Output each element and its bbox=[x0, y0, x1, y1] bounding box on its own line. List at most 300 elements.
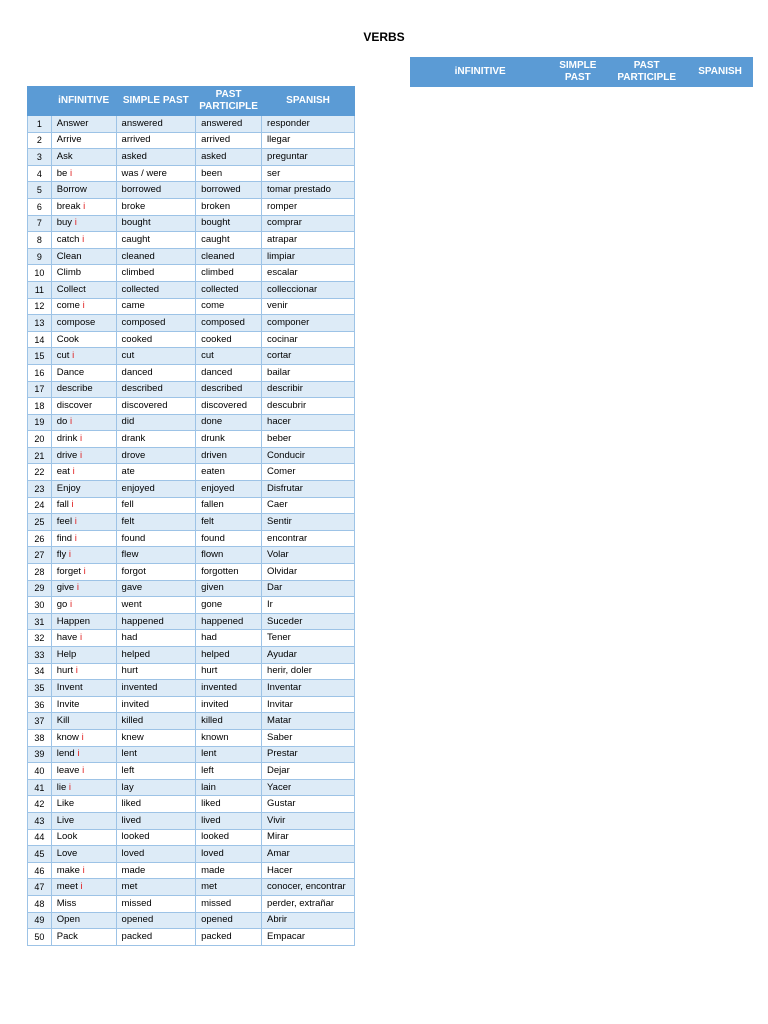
infinitive-cell bbox=[51, 132, 116, 149]
infinitive-cell bbox=[51, 149, 116, 166]
spanish-cell: Empacar bbox=[262, 929, 355, 946]
table-row bbox=[28, 149, 355, 166]
past-participle-cell: described bbox=[196, 381, 262, 398]
infinitive-text: Arrive bbox=[56, 134, 82, 146]
spanish-cell: Caer bbox=[262, 497, 355, 514]
infinitive-text: Pack bbox=[56, 930, 78, 942]
infinitive-text: Invent bbox=[56, 681, 83, 693]
spanish-cell: bailar bbox=[262, 364, 355, 381]
spanish-cell: Olvidar bbox=[262, 564, 355, 581]
infinitive-cell bbox=[51, 165, 116, 182]
row-number: 42 bbox=[28, 796, 52, 813]
infinitive-cell bbox=[51, 398, 116, 415]
infinitive-text: Dance bbox=[56, 366, 85, 378]
spanish-cell: atrapar bbox=[262, 232, 355, 249]
infinitive-text: lend bbox=[56, 748, 75, 760]
side-header-infinitive: iNFINITIVE bbox=[411, 58, 550, 87]
table-row bbox=[28, 580, 355, 597]
spanish-cell: herir, doler bbox=[262, 663, 355, 680]
irregular-marker: i bbox=[68, 781, 72, 793]
table-row bbox=[28, 431, 355, 448]
simple-past-cell: ate bbox=[116, 464, 196, 481]
infinitive-text: compose bbox=[56, 316, 96, 328]
past-participle-cell: composed bbox=[196, 315, 262, 332]
infinitive-text: give bbox=[56, 582, 75, 594]
simple-past-cell: missed bbox=[116, 895, 196, 912]
spanish-cell: Suceder bbox=[262, 613, 355, 630]
infinitive-text: hurt bbox=[56, 665, 74, 677]
spanish-cell: Matar bbox=[262, 713, 355, 730]
past-participle-cell: happened bbox=[196, 613, 262, 630]
infinitive-cell bbox=[51, 729, 116, 746]
spanish-cell: preguntar bbox=[262, 149, 355, 166]
irregular-marker: i bbox=[75, 665, 78, 677]
past-participle-cell: drunk bbox=[196, 431, 262, 448]
infinitive-cell bbox=[51, 862, 116, 879]
simple-past-cell: hurt bbox=[116, 663, 196, 680]
spanish-cell: Dar bbox=[262, 580, 355, 597]
simple-past-cell: lay bbox=[116, 779, 196, 796]
infinitive-cell bbox=[51, 381, 116, 398]
row-number: 24 bbox=[28, 497, 52, 514]
past-participle-cell: invited bbox=[196, 696, 262, 713]
infinitive-cell bbox=[51, 298, 116, 315]
row-number: 27 bbox=[28, 547, 52, 564]
infinitive-text: Climb bbox=[56, 267, 82, 279]
irregular-marker: i bbox=[69, 167, 73, 179]
infinitive-text: break bbox=[56, 200, 81, 212]
past-participle-cell: collected bbox=[196, 281, 262, 298]
infinitive-text: catch bbox=[56, 233, 80, 245]
infinitive-text: Open bbox=[56, 914, 80, 926]
infinitive-text: fly bbox=[56, 549, 67, 561]
header-infinitive: iNFINITIVE bbox=[51, 87, 116, 116]
spanish-cell: responder bbox=[262, 116, 355, 133]
infinitive-text: Love bbox=[56, 847, 78, 859]
row-number: 7 bbox=[28, 215, 52, 232]
simple-past-cell: cleaned bbox=[116, 248, 196, 265]
past-participle-cell: asked bbox=[196, 149, 262, 166]
spanish-cell: Saber bbox=[262, 729, 355, 746]
infinitive-text: Collect bbox=[56, 283, 86, 295]
spanish-cell: Conducir bbox=[262, 447, 355, 464]
simple-past-cell: danced bbox=[116, 364, 196, 381]
past-participle-cell: had bbox=[196, 630, 262, 647]
irregular-marker: i bbox=[72, 350, 75, 362]
row-number: 43 bbox=[28, 812, 52, 829]
infinitive-text: cut bbox=[56, 350, 70, 362]
row-number: 47 bbox=[28, 879, 52, 896]
simple-past-cell: collected bbox=[116, 281, 196, 298]
infinitive-cell bbox=[51, 331, 116, 348]
side-header-row bbox=[411, 58, 753, 87]
infinitive-cell bbox=[51, 514, 116, 531]
header-spanish: SPANISH bbox=[262, 87, 355, 116]
simple-past-cell: answered bbox=[116, 116, 196, 133]
infinitive-text: Live bbox=[56, 814, 75, 826]
infinitive-cell bbox=[51, 215, 116, 232]
infinitive-text: describe bbox=[56, 383, 93, 395]
infinitive-cell bbox=[51, 198, 116, 215]
past-participle-cell: eaten bbox=[196, 464, 262, 481]
side-header-simple-past: SIMPLE PAST bbox=[550, 58, 606, 87]
infinitive-text: do bbox=[56, 416, 68, 428]
infinitive-text: Like bbox=[56, 798, 75, 810]
irregular-marker: i bbox=[82, 233, 85, 245]
table-row bbox=[28, 829, 355, 846]
infinitive-text: Ask bbox=[56, 150, 73, 162]
table-row bbox=[28, 746, 355, 763]
spanish-cell: Ayudar bbox=[262, 647, 355, 664]
past-participle-cell: gone bbox=[196, 597, 262, 614]
irregular-marker: i bbox=[77, 748, 80, 760]
table-row bbox=[28, 929, 355, 946]
row-number: 17 bbox=[28, 381, 52, 398]
spanish-cell: ser bbox=[262, 165, 355, 182]
row-number: 22 bbox=[28, 464, 52, 481]
spanish-cell: tomar prestado bbox=[262, 182, 355, 199]
spanish-cell: romper bbox=[262, 198, 355, 215]
past-participle-cell: looked bbox=[196, 829, 262, 846]
infinitive-cell bbox=[51, 464, 116, 481]
simple-past-cell: looked bbox=[116, 829, 196, 846]
row-number: 44 bbox=[28, 829, 52, 846]
infinitive-text: leave bbox=[56, 764, 80, 776]
infinitive-text: forget bbox=[56, 565, 82, 577]
spanish-cell: Hacer bbox=[262, 862, 355, 879]
table-row bbox=[28, 630, 355, 647]
infinitive-text: make bbox=[56, 864, 80, 876]
past-participle-cell: bought bbox=[196, 215, 262, 232]
past-participle-cell: packed bbox=[196, 929, 262, 946]
irregular-marker: i bbox=[71, 499, 74, 511]
infinitive-text: Answer bbox=[56, 117, 89, 129]
table-row bbox=[28, 530, 355, 547]
infinitive-cell bbox=[51, 912, 116, 929]
row-number: 37 bbox=[28, 713, 52, 730]
spanish-cell: conocer, encontrar bbox=[262, 879, 355, 896]
past-participle-cell: cooked bbox=[196, 331, 262, 348]
side-header-past-participle: PAST PARTICIPLE bbox=[606, 58, 688, 87]
table-row bbox=[28, 265, 355, 282]
infinitive-text: meet bbox=[56, 881, 78, 893]
irregular-marker: i bbox=[79, 449, 83, 461]
row-number: 8 bbox=[28, 232, 52, 249]
infinitive-text: fall bbox=[56, 499, 69, 511]
table-row bbox=[28, 182, 355, 199]
past-participle-cell: lain bbox=[196, 779, 262, 796]
infinitive-cell bbox=[51, 713, 116, 730]
irregular-marker: i bbox=[74, 532, 77, 544]
past-participle-cell: liked bbox=[196, 796, 262, 813]
row-number: 23 bbox=[28, 481, 52, 498]
irregular-marker: i bbox=[79, 433, 83, 445]
simple-past-cell: gave bbox=[116, 580, 196, 597]
table-row bbox=[28, 879, 355, 896]
row-number: 18 bbox=[28, 398, 52, 415]
infinitive-cell bbox=[51, 796, 116, 813]
infinitive-cell bbox=[51, 364, 116, 381]
past-participle-cell: opened bbox=[196, 912, 262, 929]
past-participle-cell: killed bbox=[196, 713, 262, 730]
spanish-cell: comprar bbox=[262, 215, 355, 232]
infinitive-cell bbox=[51, 829, 116, 846]
table-row bbox=[28, 895, 355, 912]
simple-past-cell: bought bbox=[116, 215, 196, 232]
spanish-cell: Ir bbox=[262, 597, 355, 614]
simple-past-cell: lived bbox=[116, 812, 196, 829]
row-number: 40 bbox=[28, 763, 52, 780]
infinitive-text: eat bbox=[56, 466, 70, 478]
infinitive-text: find bbox=[56, 532, 73, 544]
simple-past-cell: described bbox=[116, 381, 196, 398]
spanish-cell: perder, extrañar bbox=[262, 895, 355, 912]
spanish-cell: limpiar bbox=[262, 248, 355, 265]
table-row bbox=[28, 364, 355, 381]
infinitive-cell bbox=[51, 481, 116, 498]
simple-past-cell: arrived bbox=[116, 132, 196, 149]
past-participle-cell: driven bbox=[196, 447, 262, 464]
irregular-marker: i bbox=[79, 632, 83, 644]
simple-past-cell: had bbox=[116, 630, 196, 647]
infinitive-cell bbox=[51, 564, 116, 581]
infinitive-cell bbox=[51, 879, 116, 896]
infinitive-cell bbox=[51, 414, 116, 431]
spanish-cell: Invitar bbox=[262, 696, 355, 713]
infinitive-cell bbox=[51, 182, 116, 199]
infinitive-cell bbox=[51, 846, 116, 863]
row-number: 5 bbox=[28, 182, 52, 199]
row-number: 12 bbox=[28, 298, 52, 315]
infinitive-text: Invite bbox=[56, 698, 80, 710]
simple-past-cell: came bbox=[116, 298, 196, 315]
table-row bbox=[28, 381, 355, 398]
past-participle-cell: answered bbox=[196, 116, 262, 133]
infinitive-cell bbox=[51, 497, 116, 514]
spanish-cell: Sentir bbox=[262, 514, 355, 531]
simple-past-cell: enjoyed bbox=[116, 481, 196, 498]
infinitive-text: Look bbox=[56, 831, 78, 843]
table-row bbox=[28, 232, 355, 249]
infinitive-cell bbox=[51, 812, 116, 829]
past-participle-cell: met bbox=[196, 879, 262, 896]
infinitive-cell bbox=[51, 779, 116, 796]
infinitive-text: drive bbox=[56, 449, 78, 461]
past-participle-cell: cleaned bbox=[196, 248, 262, 265]
header-row bbox=[28, 87, 355, 116]
past-participle-cell: borrowed bbox=[196, 182, 262, 199]
table-row bbox=[28, 796, 355, 813]
simple-past-cell: helped bbox=[116, 647, 196, 664]
infinitive-cell bbox=[51, 663, 116, 680]
row-number: 21 bbox=[28, 447, 52, 464]
table-row bbox=[28, 846, 355, 863]
simple-past-cell: loved bbox=[116, 846, 196, 863]
row-number: 11 bbox=[28, 281, 52, 298]
simple-past-cell: liked bbox=[116, 796, 196, 813]
infinitive-cell bbox=[51, 597, 116, 614]
simple-past-cell: left bbox=[116, 763, 196, 780]
simple-past-cell: opened bbox=[116, 912, 196, 929]
simple-past-cell: found bbox=[116, 530, 196, 547]
infinitive-text: know bbox=[56, 731, 79, 743]
infinitive-cell bbox=[51, 613, 116, 630]
table-row bbox=[28, 248, 355, 265]
infinitive-cell bbox=[51, 580, 116, 597]
irregular-marker: i bbox=[81, 731, 84, 743]
spanish-cell: llegar bbox=[262, 132, 355, 149]
past-participle-cell: missed bbox=[196, 895, 262, 912]
infinitive-cell bbox=[51, 348, 116, 365]
simple-past-cell: knew bbox=[116, 729, 196, 746]
table-row bbox=[28, 680, 355, 697]
infinitive-text: feel bbox=[56, 516, 73, 528]
table-row bbox=[28, 729, 355, 746]
simple-past-cell: was / were bbox=[116, 165, 196, 182]
spanish-cell: Disfrutar bbox=[262, 481, 355, 498]
past-participle-cell: invented bbox=[196, 680, 262, 697]
table-row bbox=[28, 132, 355, 149]
table-row bbox=[28, 713, 355, 730]
table-row bbox=[28, 414, 355, 431]
spanish-cell: componer bbox=[262, 315, 355, 332]
infinitive-text: buy bbox=[56, 217, 73, 229]
row-number: 49 bbox=[28, 912, 52, 929]
past-participle-cell: helped bbox=[196, 647, 262, 664]
past-participle-cell: made bbox=[196, 862, 262, 879]
table-row bbox=[28, 613, 355, 630]
spanish-cell: Comer bbox=[262, 464, 355, 481]
row-number: 28 bbox=[28, 564, 52, 581]
table-row bbox=[28, 348, 355, 365]
past-participle-cell: climbed bbox=[196, 265, 262, 282]
table-row bbox=[28, 398, 355, 415]
infinitive-cell bbox=[51, 895, 116, 912]
past-participle-cell: discovered bbox=[196, 398, 262, 415]
simple-past-cell: broke bbox=[116, 198, 196, 215]
table-row bbox=[28, 597, 355, 614]
table-row bbox=[28, 663, 355, 680]
simple-past-cell: made bbox=[116, 862, 196, 879]
infinitive-cell bbox=[51, 647, 116, 664]
infinitive-text: drink bbox=[56, 433, 78, 445]
spanish-cell: descubrir bbox=[262, 398, 355, 415]
spanish-cell: Tener bbox=[262, 630, 355, 647]
simple-past-cell: drank bbox=[116, 431, 196, 448]
row-number: 48 bbox=[28, 895, 52, 912]
row-number: 3 bbox=[28, 149, 52, 166]
simple-past-cell: drove bbox=[116, 447, 196, 464]
infinitive-text: lie bbox=[56, 781, 67, 793]
row-number: 4 bbox=[28, 165, 52, 182]
simple-past-cell: invited bbox=[116, 696, 196, 713]
past-participle-cell: given bbox=[196, 580, 262, 597]
table-row bbox=[28, 696, 355, 713]
table-row bbox=[28, 165, 355, 182]
header-number bbox=[28, 87, 52, 116]
row-number: 14 bbox=[28, 331, 52, 348]
infinitive-text: Clean bbox=[56, 250, 82, 262]
past-participle-cell: danced bbox=[196, 364, 262, 381]
row-number: 15 bbox=[28, 348, 52, 365]
infinitive-cell bbox=[51, 265, 116, 282]
row-number: 29 bbox=[28, 580, 52, 597]
irregular-marker: i bbox=[74, 516, 77, 528]
infinitive-cell bbox=[51, 232, 116, 249]
irregular-marker: i bbox=[68, 549, 71, 561]
table-row bbox=[28, 763, 355, 780]
infinitive-text: have bbox=[56, 632, 78, 644]
past-participle-cell: enjoyed bbox=[196, 481, 262, 498]
simple-past-cell: climbed bbox=[116, 265, 196, 282]
past-participle-cell: flown bbox=[196, 547, 262, 564]
table-row bbox=[28, 812, 355, 829]
infinitive-text: Enjoy bbox=[56, 482, 81, 494]
simple-past-cell: discovered bbox=[116, 398, 196, 415]
past-participle-cell: arrived bbox=[196, 132, 262, 149]
spanish-cell: cortar bbox=[262, 348, 355, 365]
past-participle-cell: broken bbox=[196, 198, 262, 215]
table-row bbox=[28, 497, 355, 514]
infinitive-cell bbox=[51, 630, 116, 647]
spanish-cell: Mirar bbox=[262, 829, 355, 846]
row-number: 32 bbox=[28, 630, 52, 647]
simple-past-cell: killed bbox=[116, 713, 196, 730]
infinitive-cell bbox=[51, 929, 116, 946]
table-row bbox=[28, 116, 355, 133]
row-number: 10 bbox=[28, 265, 52, 282]
infinitive-text: be bbox=[56, 167, 68, 179]
verb-rows bbox=[28, 116, 355, 946]
row-number: 34 bbox=[28, 663, 52, 680]
past-participle-cell: fallen bbox=[196, 497, 262, 514]
spanish-cell: Prestar bbox=[262, 746, 355, 763]
simple-past-cell: felt bbox=[116, 514, 196, 531]
spanish-cell: describir bbox=[262, 381, 355, 398]
table-row bbox=[28, 647, 355, 664]
past-participle-cell: loved bbox=[196, 846, 262, 863]
infinitive-cell bbox=[51, 547, 116, 564]
spanish-cell: Amar bbox=[262, 846, 355, 863]
table-row bbox=[28, 215, 355, 232]
infinitive-text: Happen bbox=[56, 615, 91, 627]
infinitive-cell bbox=[51, 680, 116, 697]
row-number: 9 bbox=[28, 248, 52, 265]
row-number: 39 bbox=[28, 746, 52, 763]
irregular-marker: i bbox=[72, 466, 75, 478]
simple-past-cell: lent bbox=[116, 746, 196, 763]
spanish-cell: Yacer bbox=[262, 779, 355, 796]
table-row bbox=[28, 464, 355, 481]
simple-past-cell: went bbox=[116, 597, 196, 614]
spanish-cell: Dejar bbox=[262, 763, 355, 780]
row-number: 2 bbox=[28, 132, 52, 149]
table-row bbox=[28, 298, 355, 315]
infinitive-text: Borrow bbox=[56, 184, 87, 196]
past-participle-cell: come bbox=[196, 298, 262, 315]
infinitive-text: go bbox=[56, 599, 68, 611]
simple-past-cell: happened bbox=[116, 613, 196, 630]
simple-past-cell: composed bbox=[116, 315, 196, 332]
simple-past-cell: caught bbox=[116, 232, 196, 249]
spanish-cell: encontrar bbox=[262, 530, 355, 547]
verbs-table bbox=[27, 86, 355, 946]
spanish-cell: Gustar bbox=[262, 796, 355, 813]
spanish-cell: cocinar bbox=[262, 331, 355, 348]
simple-past-cell: packed bbox=[116, 929, 196, 946]
spanish-cell: hacer bbox=[262, 414, 355, 431]
row-number: 50 bbox=[28, 929, 52, 946]
